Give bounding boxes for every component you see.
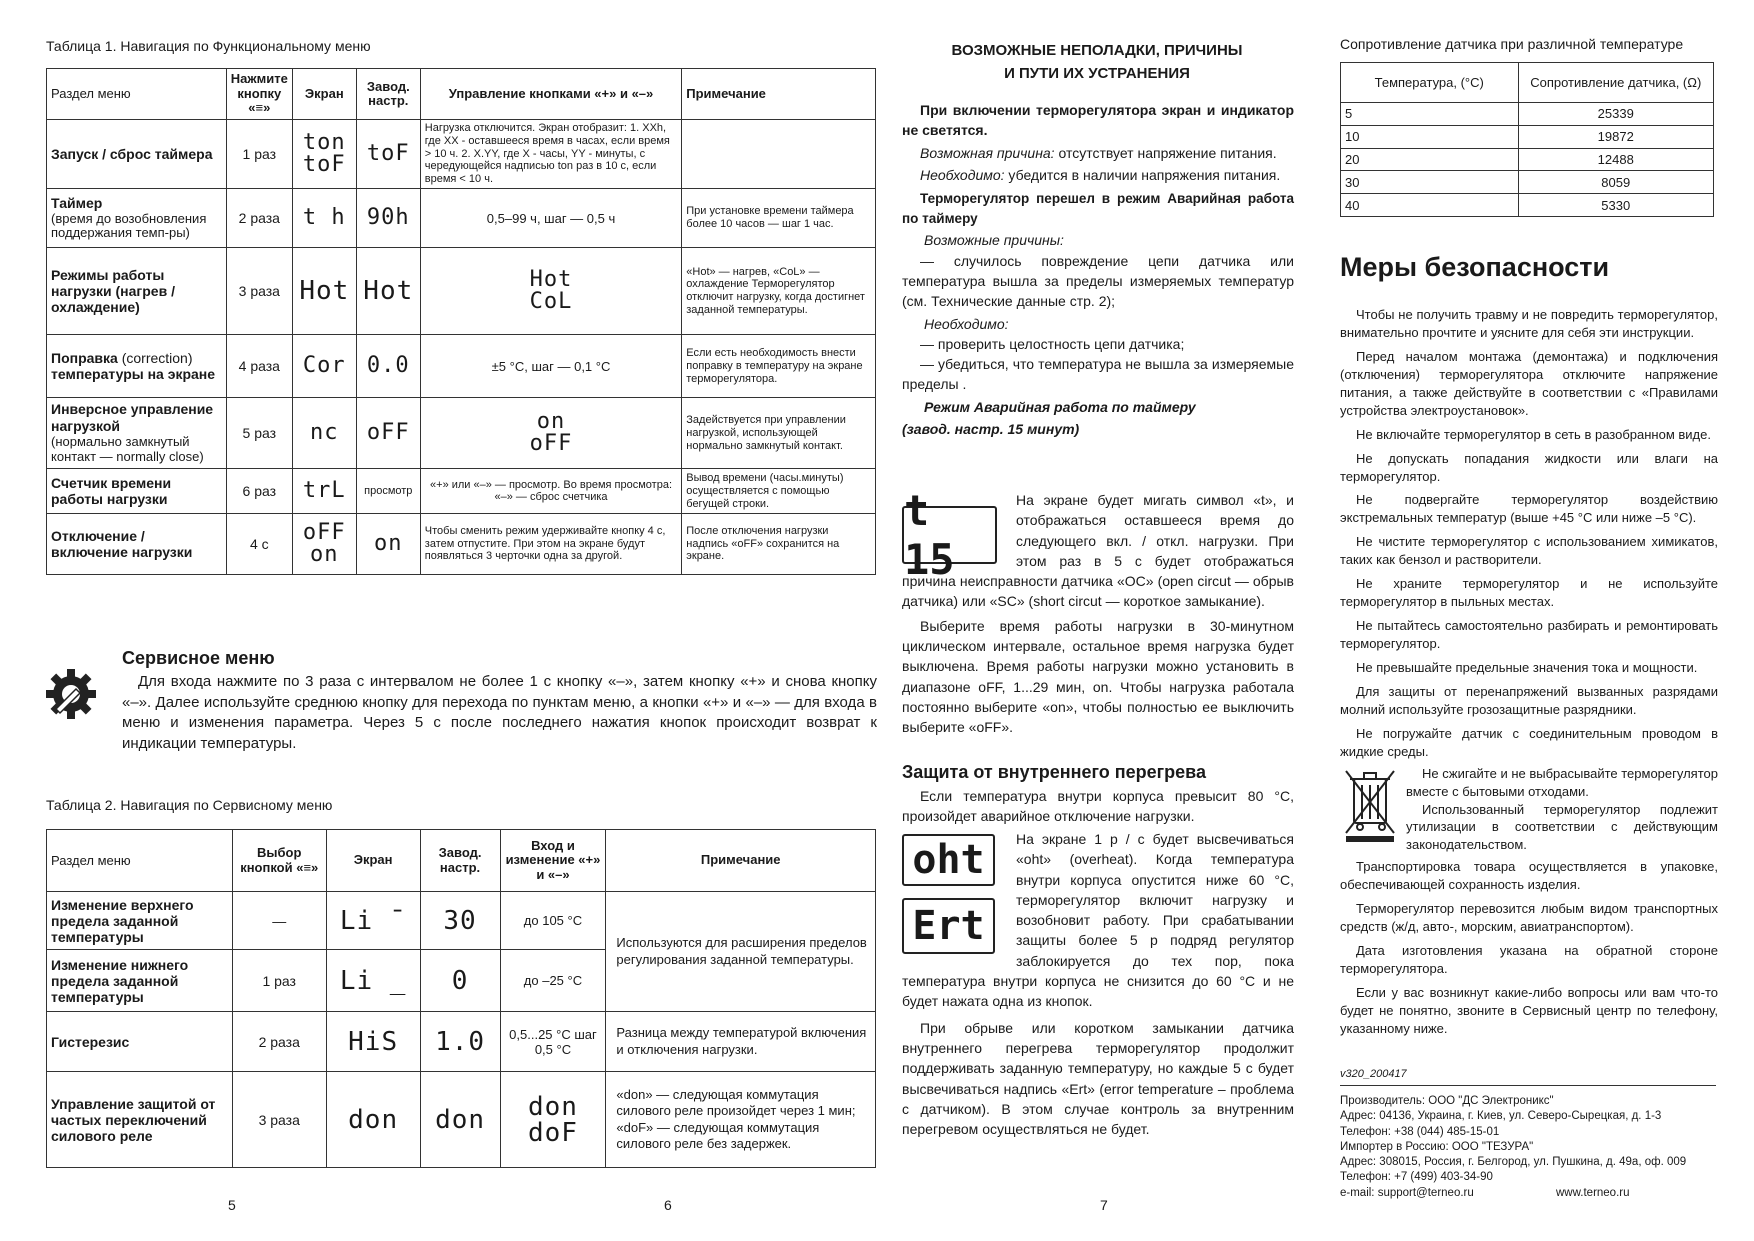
recycle-block: [1340, 765, 1718, 855]
table-row: [47, 335, 876, 398]
cell-temp: 5: [1341, 103, 1519, 126]
lcd-display-t15: t 15: [902, 506, 997, 564]
row-title: Гистерезис: [47, 1012, 233, 1072]
row-title-extra: (correction): [121, 350, 193, 367]
row-note: Разница между температурой включения и отключения нагрузки.: [606, 1012, 876, 1072]
safety-para2: Если у вас возникнут какие-либо вопросы или вам что-то будет не понятно, звоните в Сервисный центр по телефону, указанному ниже.: [1340, 984, 1718, 1036]
row-factory: просмотр: [356, 469, 420, 514]
table-row: [1341, 194, 1714, 217]
t2-h-factory: Завод. настр.: [420, 830, 500, 892]
t1-h-press: Нажмите кнопку «≡»: [226, 69, 292, 120]
row-control: ±5 °C, шаг — 0,1 °C: [420, 335, 681, 398]
table-row: [47, 247, 876, 334]
t1-h-factory: Завод. настр.: [356, 69, 420, 120]
row-title: Инверсное управление нагрузкой: [51, 401, 214, 435]
causes-label: Возможные причины:: [924, 232, 1064, 249]
safety-para: Чтобы не получить травму и не повредить терморегулятор, внимательно прочтите и уясните для себя эти инструкции.: [1340, 307, 1718, 340]
row-note: Задействуется при управлении нагрузкой, использующей нормально замкнутый контакт.: [682, 398, 876, 469]
row-sub: температуры на экране: [51, 366, 216, 383]
need2a-text: — проверить целостность цепи датчика;: [920, 335, 1185, 352]
resistance-h-ohm: Сопротивление датчика, (Ω): [1518, 63, 1713, 103]
gear-wrench-icon: [42, 665, 100, 723]
screen-seg: nc: [310, 420, 339, 446]
row-control: 0,5...25 °C шаг 0,5 °C: [500, 1012, 606, 1072]
table-row: [47, 514, 876, 575]
table-row: [47, 1012, 876, 1072]
resistance-h-temp: Температура, (°C): [1341, 63, 1519, 103]
safety-para: Не чистите терморегулятор с использованием химикатов, таких как бензол и растворители.: [1340, 534, 1718, 568]
table-row: [47, 189, 876, 248]
row-press: 4 раза: [226, 335, 292, 398]
t2-h-control: Вход и изменение «+» и «–»: [500, 830, 606, 892]
maker-info: [1340, 1094, 1720, 1201]
factory-seg: Hot: [363, 276, 414, 307]
page-number-7: 7: [1100, 1197, 1108, 1213]
table-row: [47, 469, 876, 514]
factory-seg: on: [374, 531, 403, 557]
recycle-text2: Использованный терморегулятор подлежит утилизации в соответствии с действующим законодательством.: [1406, 801, 1718, 853]
row-press: 4 с: [226, 514, 292, 575]
cell-ohm: 12488: [1518, 148, 1713, 171]
factory-seg: oFF: [366, 420, 410, 446]
row-press: 5 раз: [226, 398, 292, 469]
row-title: Поправка: [51, 350, 118, 367]
table-row: [47, 398, 876, 469]
safety-para: Не превышайте предельные значения тока и мощности.: [1356, 659, 1698, 675]
row-note: При установке времени таймера более 10 часов — шаг 1 час.: [682, 189, 876, 248]
screen-seg: Hot: [299, 276, 350, 307]
screen-seg: ton: [302, 129, 346, 155]
t1-h-section: Раздел меню: [47, 69, 227, 120]
safety-para: Для защиты от перенапряжений вызванных разрядами молний используйте грозозащитные разрядники.: [1340, 683, 1718, 717]
safety-title: Меры безопасности: [1340, 252, 1610, 282]
row-press: —: [232, 892, 326, 950]
control-seg: oFF: [529, 431, 573, 457]
faults-title-line2: И ПУТИ ИХ УСТРАНЕНИЯ: [1004, 64, 1190, 82]
row-title: Таймер: [51, 194, 103, 211]
row-press: 3 раза: [232, 1072, 326, 1168]
t2-h-screen: Экран: [326, 830, 420, 892]
table-row: [1341, 125, 1714, 148]
cell-temp: 40: [1341, 194, 1519, 217]
overheat-title: Защита от внутреннего перегрева: [902, 762, 1206, 782]
control-seg: CoL: [529, 289, 573, 315]
control-seg: don: [527, 1091, 578, 1122]
cause-text: отсутствует напряжение питания.: [1058, 144, 1277, 161]
safety-para: Перед началом монтажа (демонтажа) и подключения (отключения) терморегулятора отключите напряжение питания, а также действуйте в соответствии с «Правилами устройства электроустановок».: [1340, 348, 1718, 418]
row-note: Вывод времени (часы.минуты) осуществляется с помощью бегущей строки.: [682, 469, 876, 514]
recycle-bin-icon: [1340, 765, 1406, 847]
factory-seg: 0.0: [366, 353, 410, 379]
row-title: Отключение / включение нагрузки: [47, 514, 227, 575]
table-row: [47, 119, 876, 188]
cell-temp: 10: [1341, 125, 1519, 148]
safety-para2: Дата изготовления указана на обратной стороне терморегулятора.: [1340, 943, 1718, 976]
service-title: Сервисное меню: [122, 648, 275, 668]
lcd-display-oht: oht: [902, 834, 995, 886]
need-label: Необходимо:: [920, 166, 1005, 183]
factory-seg: 1.0: [435, 1026, 486, 1057]
factory-seg: 0: [451, 965, 469, 996]
t1-h-screen: Экран: [292, 69, 356, 120]
t2-h-note: Примечание: [606, 830, 876, 892]
row-control: «+» или «–» — просмотр. Во время просмотра: «–» — сброс счетчика: [420, 469, 681, 514]
row-press: 2 раза: [226, 189, 292, 248]
overheat-text3: При обрыве или коротком замыкании датчика внутреннего перегрева терморегулятор продолжит поддерживать заданную температуру, но каждые 5 с будет высвечиваться надпись «Ert» (error temperature – проблема с датчиком). В этом случае контроль за внутренним перегревом осуществляться не будет.: [902, 1019, 1294, 1138]
safety-para: Не допускать попадания жидкости или влаги на терморегулятор.: [1340, 450, 1718, 484]
screen-seg: Cor: [302, 353, 346, 379]
table2: [46, 829, 876, 1167]
need2b-text: — убедиться, что температура не вышла за измеряемые пределы .: [902, 356, 1294, 393]
cell-ohm: 19872: [1518, 125, 1713, 148]
row-press: 1 раз: [226, 119, 292, 188]
cell-temp: 20: [1341, 148, 1519, 171]
factory-seg: don: [435, 1104, 486, 1135]
version-label: v320_200417: [1340, 1068, 1407, 1080]
factory-seg: 30: [443, 905, 477, 936]
faults-title: [902, 40, 1292, 85]
cell-ohm: 8059: [1518, 171, 1713, 194]
screen-seg: don: [348, 1104, 399, 1135]
table1: [46, 68, 876, 575]
resistance-table: [1340, 62, 1714, 217]
table-row: [47, 892, 876, 950]
need-text: убедится в наличии напряжения питания.: [1008, 166, 1281, 183]
fault-q2: Терморегулятор перешел в режим Аварийная работа по таймеру: [902, 191, 1294, 226]
service-text: Для входа нажмите по 3 раза с интервалом не более 1 с кнопку «–», затем кнопку «+» и снова кнопку «–». Далее используйте среднюю кнопку для перехода по пунктам меню, а кнопки «+» и «–» — для входа в меню и изменения параметра. Через 5 с после последнего нажатия кнопок происходит возврат к индикации температуры.: [122, 673, 877, 753]
t1-h-note: Примечание: [682, 69, 876, 120]
mode-sub: (завод. настр. 15 минут): [902, 420, 1080, 437]
t2-h-section: Раздел меню: [47, 830, 233, 892]
safety-para: Не пытайтесь самостоятельно разбирать и ремонтировать терморегулятор.: [1340, 618, 1718, 651]
maker-line: Импортер в Россию: ООО "ТЕЗУРА": [1340, 1140, 1534, 1153]
row-control: Нагрузка отключится. Экран отобразит: 1. XXh, где XX - оставшееся время в часах, если время > 10 ч. 2. X.YY, где X - часы, YY - минуты, с чередующейся надписью ton раз в 10 с, если время < 10 ч.: [420, 119, 681, 188]
table1-caption: Таблица 1. Навигация по Функциональному меню: [46, 38, 371, 54]
safety-para2: Терморегулятор перевозится любым видом транспортных средств (ж/д, авто-, морским, авиатранспортом).: [1340, 901, 1718, 935]
recycle-text1: Не сжигайте и не выбрасывайте терморегулятор вместе с бытовыми отходами.: [1406, 765, 1718, 799]
table-row: [1341, 171, 1714, 194]
row-note: «Hot» — нагрев, «CoL» — охлаждение Терморегулятор отключит нагрузку, когда достигнет заданной температуры.: [682, 247, 876, 334]
t1-h-control: Управление кнопками «+» и «–»: [420, 69, 681, 120]
fault-q1: При включении терморегулятора экран и индикатор не светятся.: [902, 102, 1294, 139]
control-seg: doF: [527, 1117, 578, 1148]
row-title: Управление защитой от частых переключений силового реле: [47, 1072, 233, 1168]
row-press: 1 раз: [232, 950, 326, 1012]
row-title: Запуск / сброс таймера: [47, 119, 227, 188]
control-seg: Hot: [529, 267, 573, 293]
maker-line: Телефон: +7 (499) 403-34-90: [1340, 1171, 1493, 1184]
mode-text2: Выберите время работы нагрузки в 30-минутном циклическом интервале, остальное время нагрузка будет выключена. Время работы нагрузки можно установить в диапазоне oFF, 1...29 мин, on. Чтобы нагрузка работала постоянно выберите «on», чтобы полностью ее выключить выберите «oFF».: [902, 617, 1294, 736]
factory-seg: toF: [366, 140, 410, 166]
screen-seg: HiS: [348, 1026, 399, 1057]
row-title: Режимы работы нагрузки (нагрев / охлаждение): [47, 247, 227, 334]
row-title: Счетчик времени работы нагрузки: [47, 469, 227, 514]
divider: [1340, 1085, 1716, 1086]
overheat-text2-wrap: [902, 829, 1294, 1139]
lcd-display-ert: Ert: [902, 898, 995, 954]
safety-para2: Транспортировка товара осуществляется в упаковке, обеспечивающей сохранность изделия.: [1340, 859, 1718, 893]
cell-temp: 30: [1341, 171, 1519, 194]
safety-para: Не подвергайте терморегулятор воздействию экстремальных температур (выше +45 °C или ниже –5 °C).: [1340, 492, 1718, 526]
page-number-6: 6: [664, 1197, 672, 1213]
maker-email[interactable]: e-mail: support@terneo.ru: [1340, 1186, 1474, 1199]
faults-body: [902, 100, 1294, 439]
page-number-5: 5: [228, 1197, 236, 1213]
table2-caption: Таблица 2. Навигация по Сервисному меню: [46, 797, 333, 813]
row-press: 3 раза: [226, 247, 292, 334]
maker-line: Адрес: 04136, Украина, г. Киев, ул. Северо-Сырецкая, д. 1-3: [1340, 1110, 1662, 1123]
safety-body: [1340, 306, 1718, 1044]
maker-line: Адрес: 308015, Россия, г. Белгород, ул. Пушкина, д. 49а, оф. 009: [1340, 1156, 1687, 1169]
mode-text: На экране будет мигать символ «t», и отображаться оставшееся время до следующего вкл. / откл. нагрузки. При этом раз в 5 с будет отображаться причина неисправности датчика «OC» (open circut — обрыв датчика) или «SC» (short circut — короткое замыкание).: [902, 492, 1294, 610]
row-press: 2 раза: [232, 1012, 326, 1072]
row-note: [682, 119, 876, 188]
maker-line: Телефон: +38 (044) 485-15-01: [1340, 1125, 1500, 1138]
row-note-limits: Используются для расширения пределов регулирования заданной температуры.: [606, 892, 876, 1012]
maker-website[interactable]: www.terneo.ru: [1556, 1186, 1630, 1199]
row-sub: (нормально замкнутый контакт — normally close): [51, 434, 204, 465]
resistance-caption: Сопротивление датчика при различной температуре: [1340, 36, 1684, 52]
overheat-text1: Если температура внутри корпуса превысит 80 °C, произойдет аварийное отключение нагрузки.: [902, 788, 1294, 825]
row-control: 0,5–99 ч, шаг — 0,5 ч: [420, 189, 681, 248]
screen-seg: on: [310, 542, 339, 568]
safety-para: Не включайте терморегулятор в сеть в разобранном виде.: [1356, 426, 1711, 442]
mode-text-wrap: [902, 490, 1294, 738]
row-note: Если есть необходимость внести поправку в температуру на экране терморегулятора.: [682, 335, 876, 398]
overheat-text2: На экране 1 р / с будет высвечиваться «oht» (overheat). Когда температура внутри корпуса опустится ниже 60 °C, терморегулятор включит нагрузку и возобновит работу. При срабатывании защиты более 5 р подряд регулятор заблокируется до тех пор, пока температура внутри корпуса не снизится до 60 °C и не будет нажата одна из кнопок.: [902, 831, 1294, 1010]
table-row: [1341, 148, 1714, 171]
row-title: Изменение нижнего предела заданной температуры: [47, 950, 233, 1012]
table-row: [1341, 103, 1714, 126]
row-screen: [292, 119, 356, 188]
faults-title-line1: ВОЗМОЖНЫЕ НЕПОЛАДКИ, ПРИЧИНЫ: [951, 42, 1243, 59]
row-title: Изменение верхнего предела заданной температуры: [47, 892, 233, 950]
safety-para: Не храните терморегулятор и не используйте терморегулятор в пыльных местах.: [1340, 576, 1718, 610]
screen-seg: Li ¯: [339, 905, 407, 936]
row-note: После отключения нагрузки надпись «oFF» сохранится на экране.: [682, 514, 876, 575]
need2-label: Необходимо:: [924, 315, 1009, 332]
row-control: Чтобы сменить режим удерживайте кнопку 4 с, затем отпустите. При этом на экране будут появляться 3 черточки одна за другой.: [420, 514, 681, 575]
screen-seg: oFF: [302, 520, 346, 546]
screen-seg: toF: [302, 151, 346, 177]
factory-seg: 90h: [366, 205, 410, 230]
table-row: [47, 1072, 876, 1168]
cell-ohm: 25339: [1518, 103, 1713, 126]
cause-label: Возможная причина:: [920, 144, 1055, 161]
maker-line: Производитель: ООО "ДС Электроникс": [1340, 1095, 1554, 1107]
screen-seg: trL: [302, 478, 346, 504]
row-control: до 105 °C: [500, 892, 606, 950]
cause2-text: — случилось повреждение цепи датчика или температура вышла за пределы измеряемых температур (см. Технические данные стр. 2);: [902, 252, 1294, 310]
cell-ohm: 5330: [1518, 194, 1713, 217]
screen-seg: Li _: [339, 965, 407, 996]
screen-seg: t h: [302, 205, 346, 230]
t2-h-press: Выбор кнопкой «≡»: [232, 830, 326, 892]
row-control: до –25 °C: [500, 950, 606, 1012]
row-note: «don» — следующая коммутация силового реле произойдет через 1 мин; «doF» — следующая коммутация силового реле без задержек.: [606, 1072, 876, 1168]
row-sub: (время до возобновления поддержания темп-ры): [51, 210, 207, 241]
mode-title: Режим Аварийная работа по таймеру: [924, 398, 1196, 415]
control-seg: on: [536, 409, 566, 435]
row-press: 6 раз: [226, 469, 292, 514]
safety-para: Не погружайте датчик с соединительным проводом в жидкие среды.: [1340, 725, 1718, 759]
